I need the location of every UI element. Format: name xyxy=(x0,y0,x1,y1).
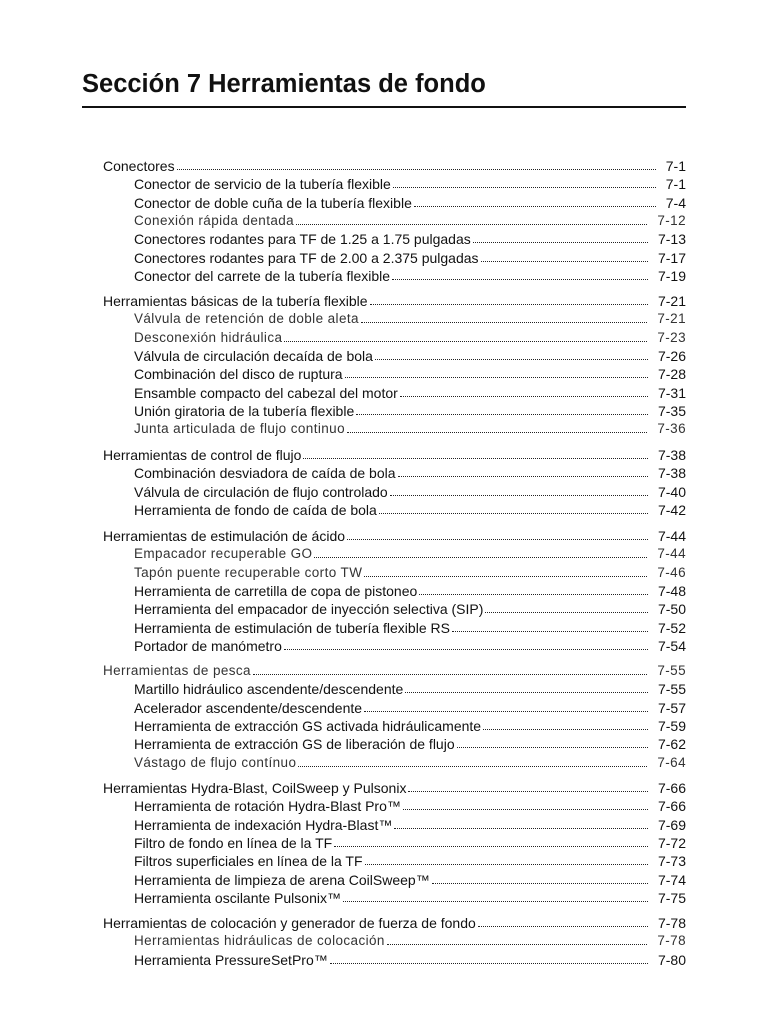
toc-entry-label: Tapón puente recuperable corto TW xyxy=(134,564,363,580)
toc-subsection-entry[interactable] xyxy=(134,564,686,582)
toc-entry-label: Herramienta de limpieza de arena CoilSweep™ xyxy=(134,871,430,888)
toc-dot-leader xyxy=(298,766,647,767)
toc-entry-label: Conector de servicio de la tubería flexible xyxy=(134,176,391,193)
toc-subsection-entry[interactable] xyxy=(134,871,686,889)
toc-section-entry[interactable] xyxy=(103,157,686,175)
toc-dot-leader xyxy=(284,341,647,342)
toc-entry-page-number: 7-69 xyxy=(657,816,686,833)
page-title: Sección 7 Herramientas de fondo xyxy=(82,70,486,98)
toc-subsection-entry[interactable] xyxy=(134,347,686,365)
toc-dot-leader xyxy=(452,631,648,632)
toc-entry-label: Filtro de fondo en línea de la TF xyxy=(134,835,333,852)
toc-dot-leader xyxy=(345,377,648,378)
toc-entry-label: Conexión rápida dentada xyxy=(134,213,295,229)
toc-subsection-entry[interactable] xyxy=(134,545,686,563)
toc-section-entry[interactable] xyxy=(103,779,686,797)
toc-entry-label: Herramientas hidráulicas de colocación xyxy=(134,933,385,949)
toc-entry-label: Ensamble compacto del cabezal del motor xyxy=(134,384,398,401)
toc-entry-page-number: 7-26 xyxy=(657,348,686,365)
toc-dot-leader xyxy=(303,458,648,459)
toc-dot-leader xyxy=(347,432,647,433)
toc-entry-label: Herramienta PressureSetPro™ xyxy=(134,951,328,968)
toc-dot-leader xyxy=(398,476,648,477)
toc-dot-leader xyxy=(405,692,648,693)
toc-subsection-entry[interactable] xyxy=(134,483,686,501)
toc-subsection-entry[interactable] xyxy=(134,384,686,402)
toc-entry-page-number: 7-80 xyxy=(657,951,686,968)
toc-entry-page-number: 7-21 xyxy=(657,311,686,327)
toc-entry-page-number: 7-59 xyxy=(657,718,686,735)
toc-entry-label: Empacador recuperable GO xyxy=(134,546,313,562)
toc-dot-leader xyxy=(394,828,648,829)
toc-entry-label: Desconexión hidráulica xyxy=(134,329,283,345)
toc-subsection-entry[interactable] xyxy=(134,637,686,655)
toc-entry-label: Herramienta de extracción GS de liberación de flujo xyxy=(134,736,455,753)
toc-section-entry[interactable] xyxy=(103,914,686,932)
toc-entry-page-number: 7-50 xyxy=(657,601,686,618)
toc-entry-page-number: 7-64 xyxy=(657,754,686,770)
toc-subsection-entry[interactable] xyxy=(134,175,686,193)
toc-dot-leader xyxy=(379,513,648,514)
toc-entry-label: Herramienta de indexación Hydra-Blast™ xyxy=(134,816,393,833)
toc-subsection-entry[interactable] xyxy=(134,464,686,482)
toc-entry-page-number: 7-38 xyxy=(657,465,686,482)
toc-subsection-entry[interactable] xyxy=(134,816,686,834)
toc-dot-leader xyxy=(457,747,648,748)
toc-dot-leader xyxy=(361,322,647,323)
toc-entry-label: Conector de doble cuña de la tubería flexible xyxy=(134,194,412,211)
toc-entry-label: Conectores rodantes para TF de 1.25 a 1.75 pulgadas xyxy=(134,231,471,248)
toc-entry-page-number: 7-44 xyxy=(657,528,686,544)
toc-entry-page-number: 7-38 xyxy=(657,447,686,463)
toc-entry-page-number: 7-21 xyxy=(657,293,686,309)
toc-entry-label: Acelerador ascendente/descendente xyxy=(134,699,363,716)
toc-entry-page-number: 7-13 xyxy=(657,231,686,248)
toc-entry-label: Herramienta de rotación Hydra-Blast Pro™ xyxy=(134,798,401,815)
toc-dot-leader xyxy=(370,304,648,305)
toc-entry-label: Herramientas Hydra-Blast, CoilSweep y Pulsonix xyxy=(103,780,407,796)
toc-dot-leader xyxy=(400,396,648,397)
toc-subsection-entry[interactable] xyxy=(134,194,686,212)
toc-entry-page-number: 7-74 xyxy=(657,871,686,888)
toc-entry-label: Martillo hidráulico ascendente/descendente xyxy=(134,681,404,698)
toc-subsection-entry[interactable] xyxy=(134,951,686,969)
toc-entry-label: Herramientas de estimulación de ácido xyxy=(103,528,346,544)
toc-subsection-entry[interactable] xyxy=(134,600,686,618)
toc-entry-page-number: 7-46 xyxy=(657,564,686,580)
toc-entry-page-number: 7-72 xyxy=(657,835,686,852)
toc-dot-leader xyxy=(414,206,656,207)
toc-entry-label: Combinación desviadora de caída de bola xyxy=(134,465,396,482)
toc-dot-leader xyxy=(364,576,647,577)
toc-subsection-entry[interactable] xyxy=(134,420,686,438)
toc-entry-label: Válvula de retención de doble aleta xyxy=(134,311,359,327)
toc-subsection-entry[interactable] xyxy=(134,230,686,248)
toc-dot-leader xyxy=(485,612,648,613)
toc-dot-leader xyxy=(408,791,648,792)
toc-entry-page-number: 7-23 xyxy=(657,329,686,345)
toc-entry-label: Combinación del disco de ruptura xyxy=(134,366,343,383)
toc-dot-leader xyxy=(314,557,647,558)
toc-entry-label: Herramienta de extracción GS activada hidráulicamente xyxy=(134,718,482,735)
toc-entry-page-number: 7-35 xyxy=(657,403,686,420)
toc-dot-leader xyxy=(343,901,648,902)
toc-subsection-entry[interactable] xyxy=(134,717,686,735)
toc-entry-page-number: 7-19 xyxy=(657,268,686,285)
toc-dot-leader xyxy=(364,711,648,712)
toc-entry-page-number: 7-57 xyxy=(657,699,686,716)
toc-entry-page-number: 7-17 xyxy=(657,249,686,266)
toc-dot-leader xyxy=(253,674,647,675)
toc-entry-page-number: 7-42 xyxy=(657,502,686,519)
toc-subsection-entry[interactable] xyxy=(134,212,686,230)
toc-dot-leader xyxy=(481,261,648,262)
toc-subsection-entry[interactable] xyxy=(134,852,686,870)
toc-section-entry[interactable] xyxy=(103,446,686,464)
toc-entry-label: Herramienta de estimulación de tubería flexible RS xyxy=(134,619,450,636)
toc-subsection-entry[interactable] xyxy=(134,329,686,347)
toc-dot-leader xyxy=(393,187,656,188)
toc-entry-label: Filtros superficiales en línea de la TF xyxy=(134,853,363,870)
toc-subsection-entry[interactable] xyxy=(134,932,686,950)
toc-entry-page-number: 7-48 xyxy=(657,583,686,600)
toc-dot-leader xyxy=(334,846,648,847)
toc-section-entry[interactable] xyxy=(103,527,686,545)
toc-entry-page-number: 7-62 xyxy=(657,736,686,753)
toc-entry-page-number: 7-1 xyxy=(665,158,686,174)
toc-entry-label: Junta articulada de flujo continuo xyxy=(134,421,345,437)
toc-subsection-entry[interactable] xyxy=(134,797,686,815)
toc-entry-label: Herramienta del empacador de inyección selectiva (SIP) xyxy=(134,601,484,618)
toc-entry-page-number: 7-75 xyxy=(657,890,686,907)
toc-subsection-entry[interactable] xyxy=(134,754,686,772)
toc-entry-page-number: 7-31 xyxy=(657,384,686,401)
toc-entry-page-number: 7-54 xyxy=(657,638,686,655)
toc-entry-label: Herramientas de control de flujo xyxy=(103,447,302,463)
toc-subsection-entry[interactable] xyxy=(134,680,686,698)
toc-entry-label: Herramientas de pesca xyxy=(103,663,251,678)
toc-entry-page-number: 7-12 xyxy=(657,213,686,229)
toc-subsection-entry[interactable] xyxy=(134,267,686,285)
toc-entry-label: Herramientas básicas de la tubería flexible xyxy=(103,293,368,309)
toc-subsection-entry[interactable] xyxy=(134,249,686,267)
toc-entry-page-number: 7-52 xyxy=(657,619,686,636)
toc-subsection-entry[interactable] xyxy=(134,402,686,420)
toc-subsection-entry[interactable] xyxy=(134,735,686,753)
toc-entry-label: Herramienta oscilante Pulsonix™ xyxy=(134,890,341,907)
toc-dot-leader xyxy=(296,224,647,225)
toc-entry-page-number: 7-66 xyxy=(657,798,686,815)
toc-entry-page-number: 7-66 xyxy=(657,780,686,796)
toc-entry-page-number: 7-73 xyxy=(657,853,686,870)
toc-entry-page-number: 7-78 xyxy=(657,933,686,949)
toc-entry-label: Herramientas de colocación y generador de fuerza de fondo xyxy=(103,915,476,931)
toc-dot-leader xyxy=(177,169,656,170)
toc-dot-leader xyxy=(330,963,648,964)
toc-dot-leader xyxy=(390,495,648,496)
toc-dot-leader xyxy=(392,279,648,280)
toc-entry-page-number: 7-28 xyxy=(657,366,686,383)
toc-entry-label: Conector del carrete de la tubería flexible xyxy=(134,268,391,285)
toc-entry-page-number: 7-44 xyxy=(657,546,686,562)
toc-dot-leader xyxy=(473,242,648,243)
toc-dot-leader xyxy=(432,883,648,884)
toc-entry-label: Unión giratoria de la tubería flexible xyxy=(134,403,355,420)
toc-subsection-entry[interactable] xyxy=(134,365,686,383)
toc-entry-page-number: 7-4 xyxy=(665,194,686,211)
toc-dot-leader xyxy=(403,809,648,810)
toc-entry-page-number: 7-55 xyxy=(657,663,686,678)
toc-entry-page-number: 7-36 xyxy=(657,421,686,437)
toc-section-entry[interactable] xyxy=(103,662,686,680)
toc-entry-page-number: 7-55 xyxy=(657,681,686,698)
toc-dot-leader xyxy=(356,414,648,415)
toc-entry-label: Válvula de circulación de flujo controlado xyxy=(134,483,388,500)
toc-dot-leader xyxy=(419,594,648,595)
toc-subsection-entry[interactable] xyxy=(134,889,686,907)
toc-dot-leader xyxy=(375,359,648,360)
toc-dot-leader xyxy=(347,539,648,540)
toc-entry-label: Herramienta de fondo de caída de bola xyxy=(134,502,377,519)
toc-entry-label: Conectores xyxy=(103,158,175,174)
toc-subsection-entry[interactable] xyxy=(134,619,686,637)
toc-subsection-entry[interactable] xyxy=(134,834,686,852)
toc-section-entry[interactable] xyxy=(103,292,686,310)
toc-subsection-entry[interactable] xyxy=(134,310,686,328)
toc-dot-leader xyxy=(478,926,648,927)
toc-dot-leader xyxy=(284,649,648,650)
toc-dot-leader xyxy=(483,729,648,730)
toc-entry-label: Portador de manómetro xyxy=(134,638,282,655)
toc-entry-page-number: 7-1 xyxy=(665,176,686,193)
toc-dot-leader xyxy=(365,864,648,865)
toc-entry-page-number: 7-78 xyxy=(657,915,686,931)
toc-entry-label: Conectores rodantes para TF de 2.00 a 2.375 pulgadas xyxy=(134,249,479,266)
toc-entry-label: Vástago de flujo contínuo xyxy=(134,754,297,770)
toc-entry-label: Válvula de circulación decaída de bola xyxy=(134,348,373,365)
toc-subsection-entry[interactable] xyxy=(134,582,686,600)
toc-dot-leader xyxy=(387,944,648,945)
toc-subsection-entry[interactable] xyxy=(134,501,686,519)
toc-entry-label: Herramienta de carretilla de copa de pistoneo xyxy=(134,583,418,600)
toc-subsection-entry[interactable] xyxy=(134,699,686,717)
toc-entry-page-number: 7-40 xyxy=(657,483,686,500)
